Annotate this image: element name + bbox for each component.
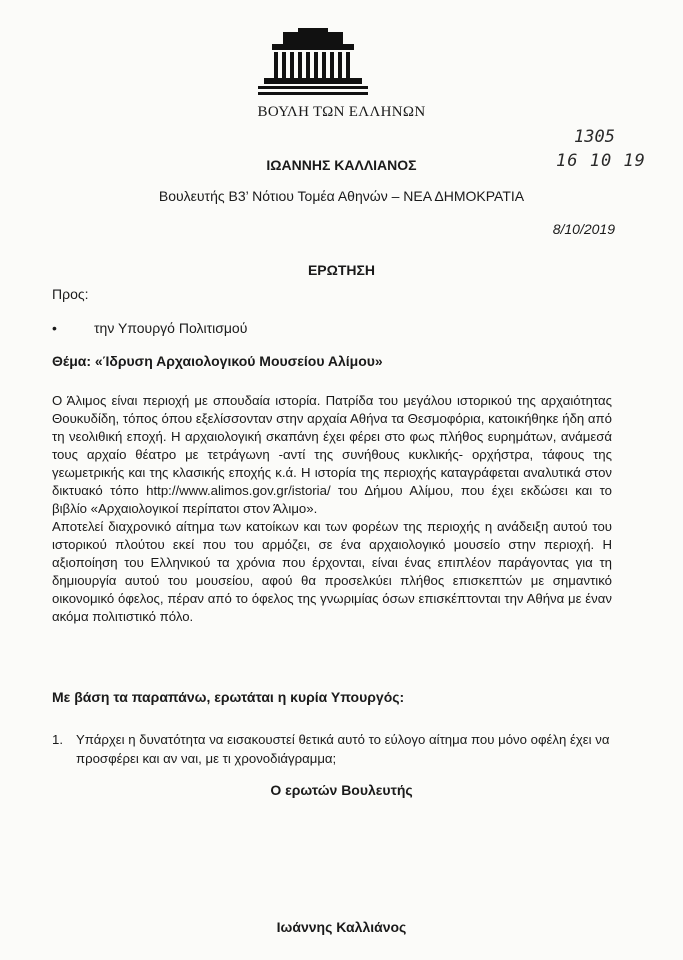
author-affiliation: Βουλευτής Β3’ Νότιου Τομέα Αθηνών – ΝΕΑ ΔΗΜΟΚΡΑΤΙΑ [158,188,525,204]
question-number: 1. [52,732,63,747]
recipient-name: την Υπουργό Πολιτισμού [94,320,248,336]
recipient-item [52,320,247,336]
subject-line: Θέμα: «Ίδρυση Αρχαιολογικού Μουσείου Αλίμου» [52,353,383,369]
body-paragraph: Ο Άλιμος είναι περιοχή με σπουδαία ιστορία. Πατρίδα του μεγάλου ιστορικού της αρχαιότητας Θουκυδίδη, τόπος όπου εξελίσσονταν στην αρχαία Αθήνα τα Θεσμοφόρια, κατοικήθηκε ήδη από τη νεολιθική εποχή. Η αρχαιολογική σκαπάνη έχει φέρει στο φως πλήθος ευρημάτων, ανάμεσά τους αρχαίο θέατρο με τετράγωνη -αντί της συνήθους κυκλικής- ορχήστρα, τάφους της γεωμετρικής και της κλασικής εποχής κ.ά. Η ιστορία της περιοχής καταγράφεται αναλυτικά στον δικτυακό τόπο http://www.alimos.gov.gr/istoria/ του Δήμου Αλίμου, που έχει εκδώσει και το βιβλίο «Αρχαιολογικοί περίπατοι στον Άλιμο». [52,393,612,516]
body-paragraph: Αποτελεί διαχρονικό αίτημα των κατοίκων και των φορέων της περιοχής η ανάδειξη αυτού του ιστορικού πλούτου εκεί που του αρμόζει, σε ένα αρχαιολογικό μουσείο στην περιοχή. Η αξιοποίηση του Ελληνικού τα χρόνια που έρχονται, είναι ένας επιπλέον παράγοντας για τη δημιουργία αυτού του μουσείου, αφού θα προσελκύει πλήθος επισκεπτών με σημαντικό οικονομικό όφελος, πέραν από το όφελος της γνωριμίας όσων επισκέπτονται την Αθήνα με έναν ακόμα πολιτιστικό πόλο. [52,519,612,624]
document-type-heading: ΕΡΩΤΗΣΗ [307,262,376,278]
closing-line: Ο ερωτών Βουλευτής [270,782,413,798]
handwritten-received-date: 16 10 19 [556,151,646,171]
question-list [52,730,614,768]
question-text: Υπάρχει η δυνατότητα να εισακουστεί θετικά αυτό το εύλογο αίτημα που μόνο οφέλη έχει να προσφέρει και αν ναι, με τι χρονοδιάγραμμα; [76,732,610,766]
question-intro: Με βάση τα παραπάνω, ερωτάται η κυρία Υπουργός: [52,689,405,705]
author-name: ΙΩΑΝΝΗΣ ΚΑΛΛΙΑΝΟΣ [266,157,417,173]
bullet-icon: • [52,320,57,336]
recipient-label: Προς: [52,286,89,302]
document-date: 8/10/2019 [552,221,615,237]
institution-name: ΒΟΥΛΗ ΤΩΝ ΕΛΛΗΝΩΝ [257,104,426,120]
question-item [52,730,614,768]
body-text [52,392,612,626]
signature-name: Ιωάννης Καλλιάνος [276,919,407,935]
handwritten-protocol-number: 1305 [574,127,615,147]
parliament-building-icon [258,28,368,98]
